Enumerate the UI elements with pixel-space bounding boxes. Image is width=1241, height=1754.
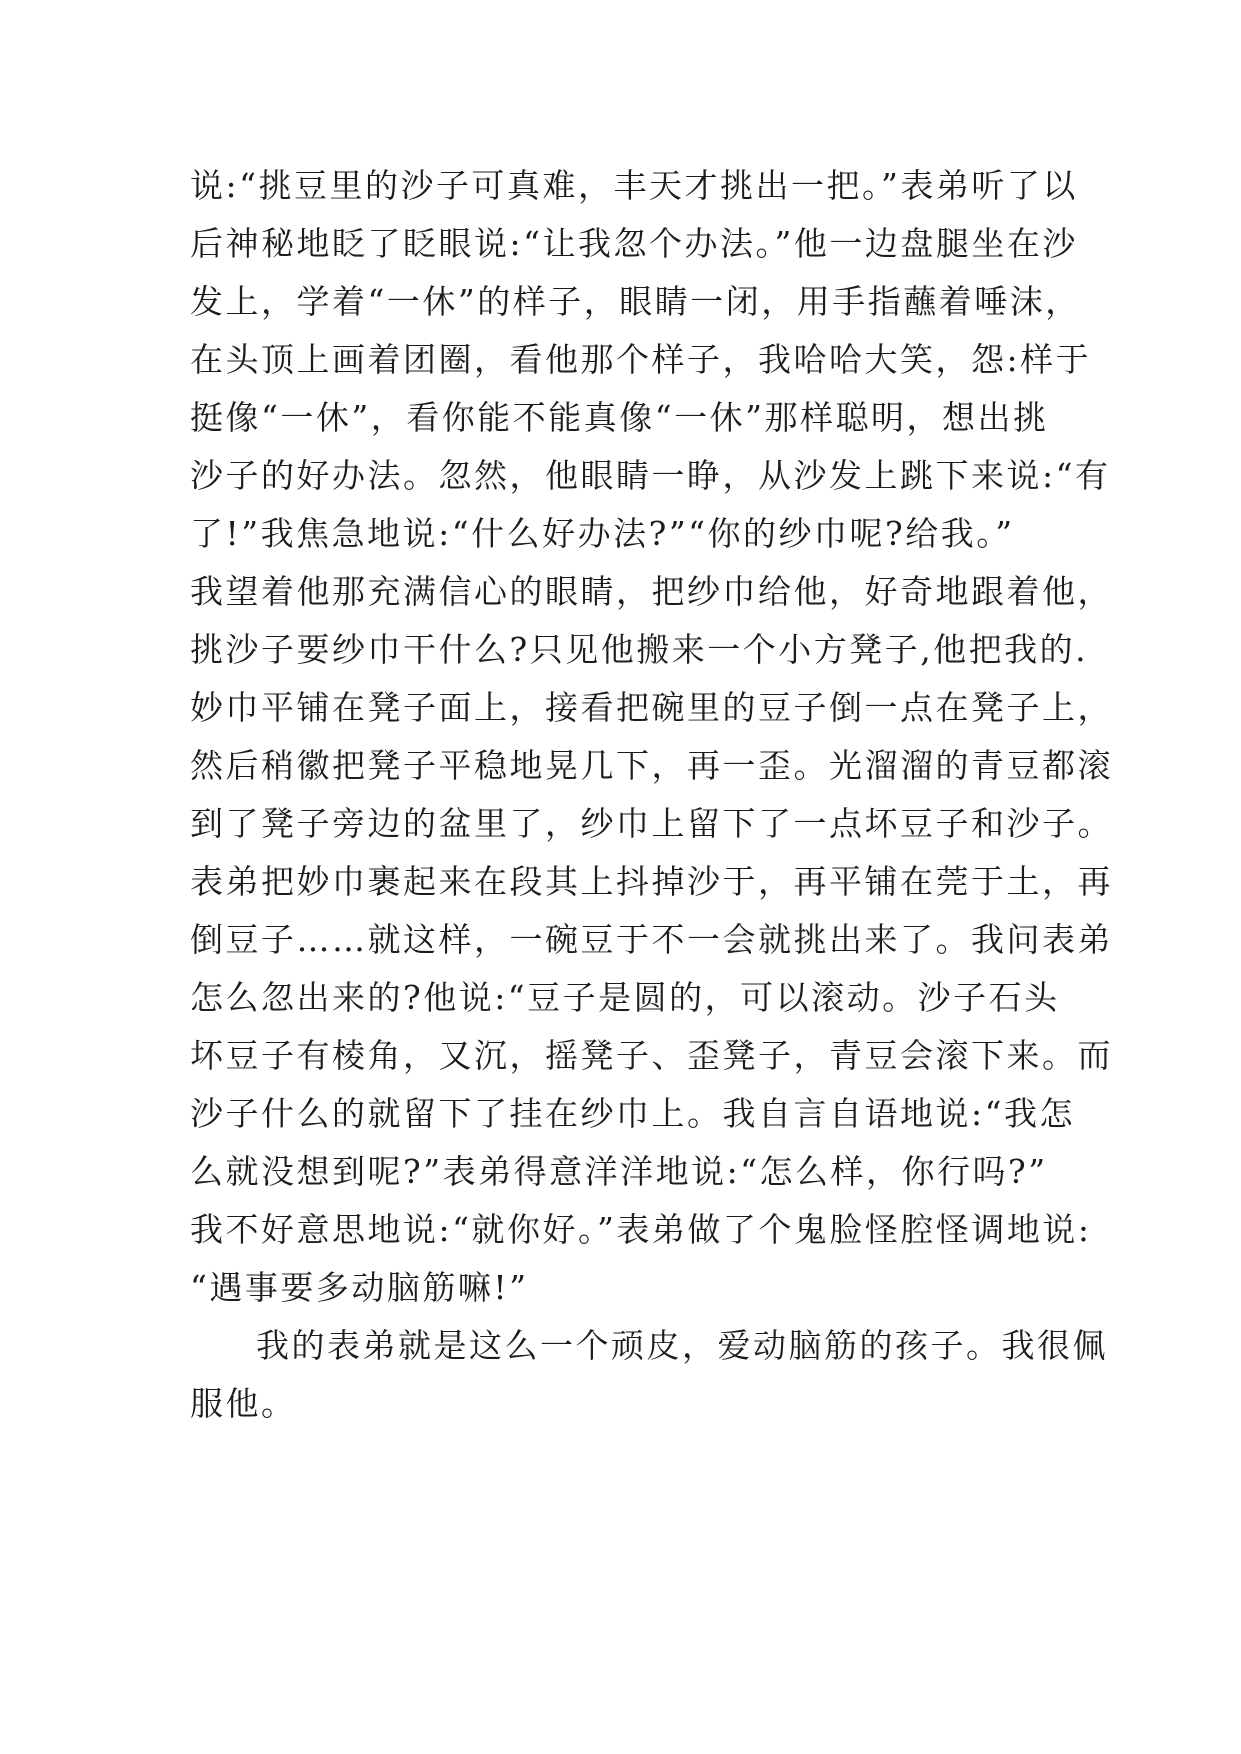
text-line: 发上，学着“一休”的样子，眼睛一闭，用手指蘸着唾沫， (190, 282, 1081, 321)
body-text (190, 157, 1113, 1433)
text-line: 了!”我焦急地说:“什么好办法?”“你的纱巾呢?给我。” (190, 514, 1015, 553)
text-line: 沙子什么的就留下了挂在纱巾上。我自言自语地说:“我怎 (190, 1094, 1075, 1133)
text-line: 说:“挑豆里的沙子可真难，丰天才挑出一把。”表弟听了以 (190, 166, 1078, 205)
text-line: 妙巾平铺在凳子面上，接看把碗里的豆子倒一点在凳子上， (190, 688, 1113, 727)
text-line: 我望着他那充满信心的眼睛，把纱巾给他，好奇地跟着他， (190, 572, 1113, 611)
text-line: 然后稍徽把凳子平稳地晃几下，再一歪。光溜溜的青豆都滚 (190, 746, 1113, 785)
text-line: 沙子的好办法。忽然，他眼睛一睁，从沙发上跳下来说:“有 (190, 456, 1111, 495)
text-line: 表弟把妙巾裹起来在段其上抖掉沙于，再平铺在莞于土，再 (190, 862, 1113, 901)
text-line: 我不好意思地说:“就你好。”表弟做了个鬼脸怪腔怪调地说: (190, 1210, 1092, 1249)
text-line: 怎么忽出来的?他说:“豆子是圆的，可以滚动。沙子石头 (190, 978, 1060, 1017)
paragraph-first-line: 我的表弟就是这么一个顽皮，爱动脑筋的孩子。我很佩 (256, 1326, 1108, 1365)
text-line: 在头顶上画着团圈，看他那个样子，我哈哈大笑，怨:样于 (190, 340, 1092, 379)
text-line: 倒豆子……就这样，一碗豆于不一会就挑出来了。我问表弟 (190, 920, 1113, 959)
text-line: 到了凳子旁边的盆里了，纱巾上留下了一点坏豆子和沙子。 (190, 804, 1113, 843)
text-line: 挑沙子要纱巾干什么?只见他搬来一个小方凳子,他把我的. (190, 630, 1089, 669)
text-line: 挺像“一休”，看你能不能真像“一休”那样聪明，想出挑 (190, 398, 1049, 437)
text-line: “遇事要多动脑筋嘛!” (190, 1268, 529, 1307)
text-line: 服他。 (190, 1384, 297, 1423)
text-line: 后神秘地眨了眨眼说:“让我忽个办法。”他一边盘腿坐在沙 (190, 224, 1078, 263)
text-line: 么就没想到呢?”表弟得意洋洋地说:“怎么样，你行吗?” (190, 1152, 1048, 1191)
text-line: 坏豆子有棱角，又沉，摇凳子、歪凳子，青豆会滚下来。而 (190, 1036, 1113, 1075)
